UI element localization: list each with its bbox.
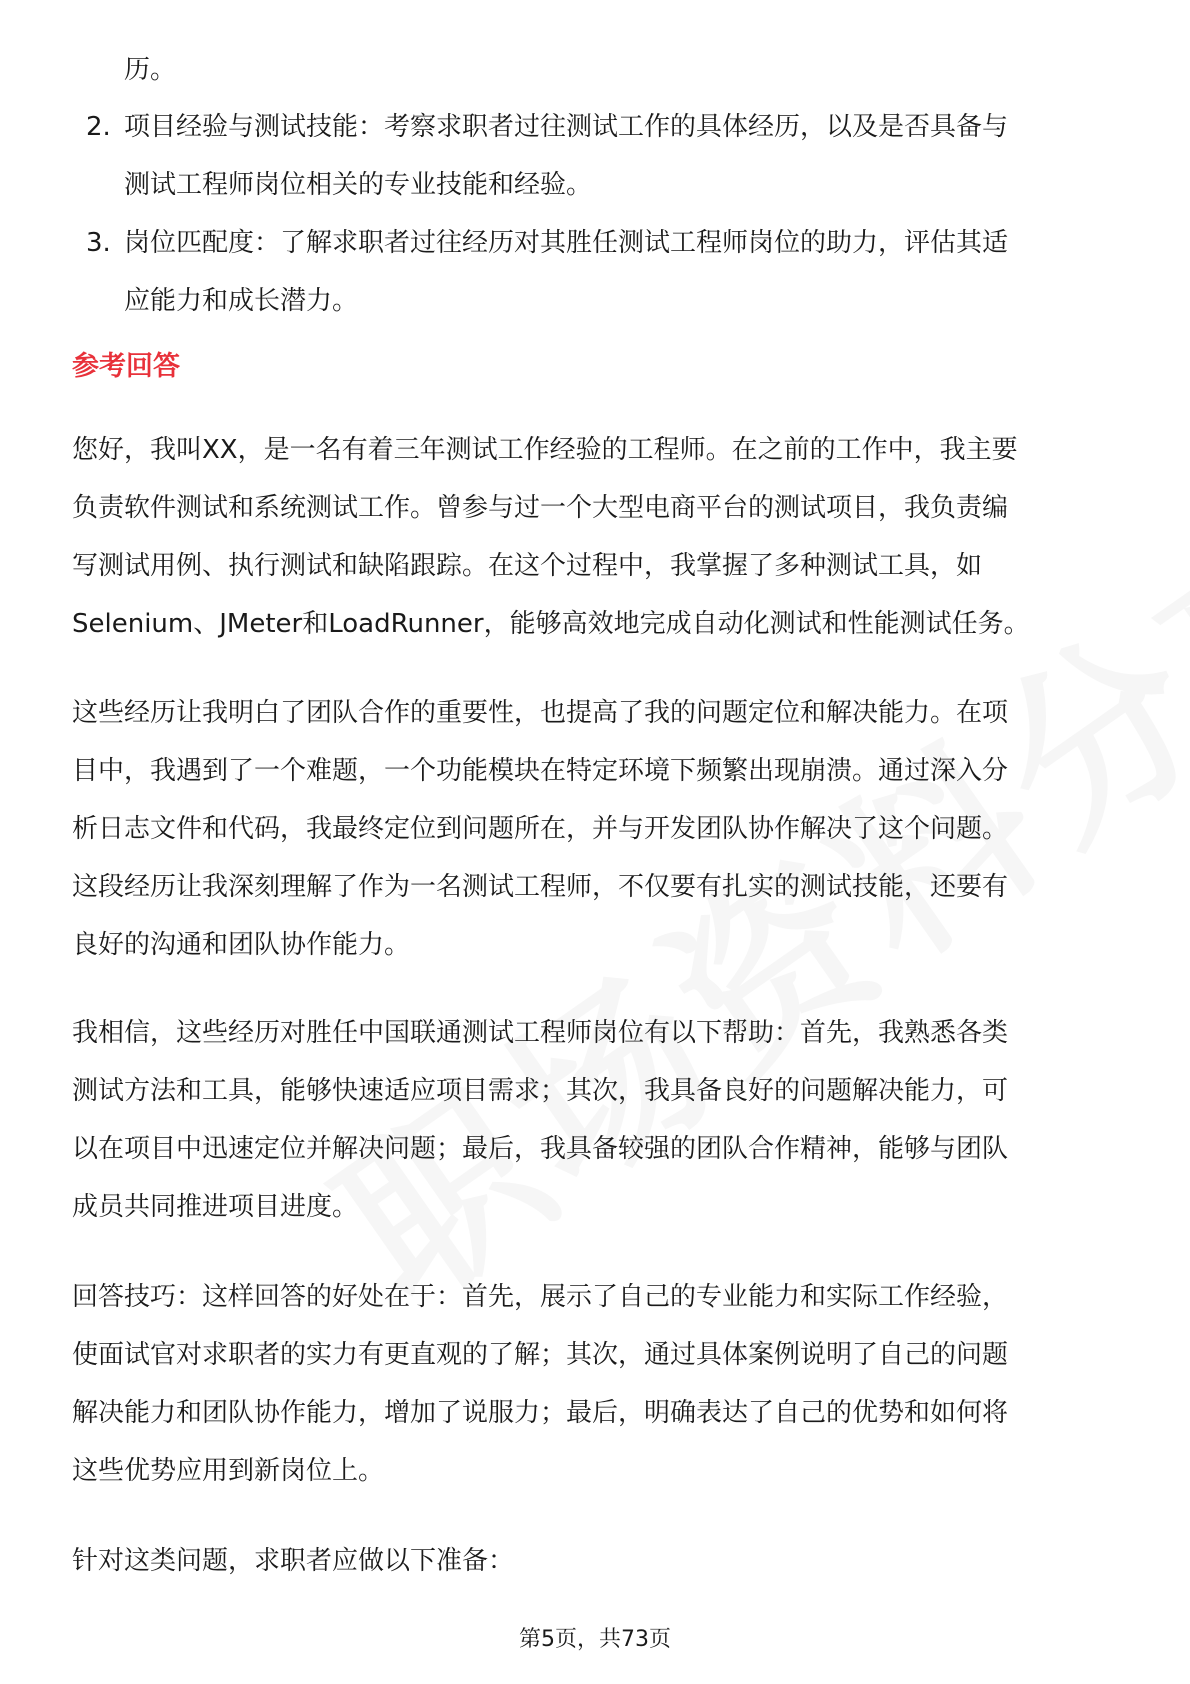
page-footer: 第5页，共73页 <box>519 1627 671 1652</box>
numbered-list <box>86 98 1008 330</box>
paragraph-line: 您好，我叫XX，是一名有着三年测试工作经验的工程师。在之前的工作中，我主要 <box>72 435 1018 465</box>
paragraph-line: 析日志文件和代码，我最终定位到问题所在，并与开发团队协作解决了这个问题。 <box>72 814 1009 844</box>
paragraph-line: Selenium、JMeter和LoadRunner，能够高效地完成自动化测试和性能测试任务。 <box>72 609 1030 639</box>
list-item-line: 项目经验与测试技能：考察求职者过往测试工作的具体经历，以及是否具备与 <box>124 112 1009 142</box>
list-number: 3. <box>86 228 111 258</box>
paragraph-line: 针对这类问题，求职者应做以下准备： <box>72 1546 515 1576</box>
paragraph-line: 这些优势应用到新岗位上。 <box>72 1456 385 1486</box>
paragraph-line: 以在项目中迅速定位并解决问题；最后，我具备较强的团队合作精神，能够与团队 <box>72 1134 1009 1164</box>
list-item-line: 岗位匹配度：了解求职者过往经历对其胜任测试工程师岗位的助力，评估其适 <box>124 228 1009 258</box>
list-item-line: 测试工程师岗位相关的专业技能和经验。 <box>124 170 593 200</box>
paragraph-line: 成员共同推进项目进度。 <box>72 1192 359 1222</box>
paragraph-line: 负责软件测试和系统测试工作。曾参与过一个大型电商平台的测试项目，我负责编 <box>72 493 1009 523</box>
paragraph-experience <box>72 684 1008 974</box>
list-item <box>86 214 1008 330</box>
paragraph-benefits <box>72 1004 1008 1236</box>
paragraph-line: 写测试用例、执行测试和缺陷跟踪。在这个过程中，我掌握了多种测试工具，如 <box>72 551 983 581</box>
list-item-line: 应能力和成长潜力。 <box>124 286 359 316</box>
list-number: 2. <box>86 112 111 142</box>
continuation-text: 历。 <box>124 55 177 85</box>
paragraph-line: 我相信，这些经历对胜任中国联通测试工程师岗位有以下帮助：首先，我熟悉各类 <box>72 1018 1009 1048</box>
section-heading: 参考回答 <box>72 351 180 382</box>
paragraph-tips <box>72 1268 1008 1500</box>
paragraph-line: 解决能力和团队协作能力，增加了说服力；最后，明确表达了自己的优势和如何将 <box>72 1398 1009 1428</box>
paragraph-line: 目中，我遇到了一个难题，一个功能模块在特定环境下频繁出现崩溃。通过深入分 <box>72 756 1009 786</box>
paragraph-line: 使面试官对求职者的实力有更直观的了解；其次，通过具体案例说明了自己的问题 <box>72 1340 1009 1370</box>
paragraph-line: 回答技巧：这样回答的好处在于：首先，展示了自己的专业能力和实际工作经验， <box>72 1282 1009 1312</box>
paragraph-line: 这些经历让我明白了团队合作的重要性，也提高了我的问题定位和解决能力。在项 <box>72 698 1009 728</box>
paragraph-line: 测试方法和工具，能够快速适应项目需求；其次，我具备良好的问题解决能力，可 <box>72 1076 1009 1106</box>
paragraph-line: 良好的沟通和团队协作能力。 <box>72 930 411 960</box>
paragraph-intro <box>72 421 1030 653</box>
list-item <box>86 98 1008 214</box>
paragraph-preparation <box>72 1532 514 1590</box>
paragraph-line: 这段经历让我深刻理解了作为一名测试工程师，不仅要有扎实的测试技能，还要有 <box>72 872 1009 902</box>
